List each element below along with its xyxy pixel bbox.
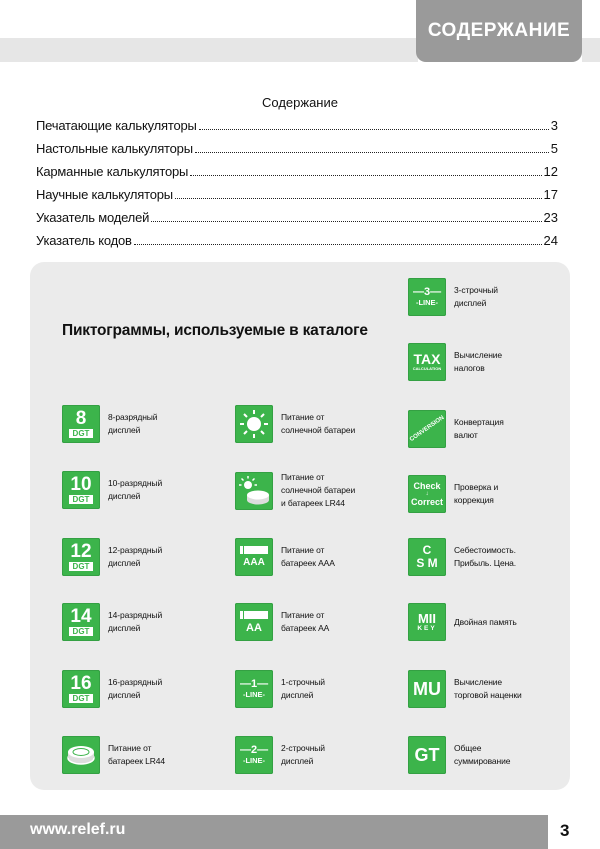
pictogram-desc: Вычисление налогов: [454, 350, 503, 373]
pictogram-desc: Конвертация валют: [454, 417, 504, 440]
lr44-battery-icon: [62, 736, 100, 774]
footer-page-box: [548, 815, 600, 849]
mu-icon: MU: [408, 670, 446, 708]
toc-entry-label: Настольные калькуляторы: [36, 141, 193, 156]
pictogram-lr44: [62, 736, 165, 774]
toc-entry[interactable]: [36, 164, 558, 187]
pictogram-2-line: [235, 736, 325, 774]
toc-entry-label: Научные калькуляторы: [36, 187, 173, 202]
solar-lr44-icon: [235, 472, 273, 510]
toc-entry-label: Карманные калькуляторы: [36, 164, 189, 179]
8-dgt-icon: 8 DGT: [62, 405, 100, 443]
pictogram-desc: 10-разрядный дисплей: [108, 478, 163, 501]
pictogram-desc: Питание от батареек AA: [281, 610, 330, 633]
page-number: 3: [560, 821, 570, 840]
12-dgt-icon: 12 DGT: [62, 538, 100, 576]
pictogram-14-dgt: [62, 603, 162, 641]
gt-icon: GT: [408, 736, 446, 774]
10-dgt-icon: 10 DGT: [62, 471, 100, 509]
solar-icon: [235, 405, 273, 443]
toc-entry-page: 12: [543, 164, 558, 179]
pictogram-aa: [235, 603, 329, 641]
pictogram-desc: Общее суммирование: [454, 743, 511, 766]
pictogram-desc: 3-строчный дисплей: [454, 285, 498, 308]
toc-leader: [134, 243, 542, 245]
toc-leader: [175, 197, 542, 199]
pictogram-desc: 12-разрядный дисплей: [108, 545, 163, 568]
pictogram-solar-lr44: [235, 471, 355, 510]
pictogram-conversion: [408, 410, 504, 448]
pictogram-double-memory: [408, 603, 517, 641]
pictogram-8-dgt: [62, 405, 157, 443]
pictogram-desc: 14-разрядный дисплей: [108, 610, 163, 633]
toc-entry[interactable]: [36, 141, 558, 164]
pictogram-panel: [30, 262, 570, 790]
pictogram-desc: Проверка и коррекция: [454, 482, 499, 505]
pictogram-desc: Вычисление торговой наценки: [454, 677, 522, 700]
toc-leader: [195, 151, 549, 153]
toc-entry-label: Указатель кодов: [36, 233, 132, 248]
m2-key-icon: MII KEY: [408, 603, 446, 641]
pictogram-12-dgt: [62, 538, 162, 576]
toc-entry[interactable]: [36, 187, 558, 210]
pictogram-desc: Питание от солнечной батареи: [281, 412, 356, 435]
toc-leader: [151, 220, 541, 222]
toc-entry[interactable]: [36, 210, 558, 233]
header-title: СОДЕРЖАНИЕ: [427, 20, 571, 41]
14-dgt-icon: 14 DGT: [62, 603, 100, 641]
pictogram-desc: Двойная память: [454, 616, 517, 627]
header-tab: [416, 0, 582, 62]
toc-title: Содержание: [262, 95, 338, 110]
check-correct-icon: Check ↓ Correct: [408, 475, 446, 513]
toc-entry-page: 5: [550, 141, 558, 156]
aaa-battery-icon: AAA: [235, 538, 273, 576]
pictogram-check-correct: [408, 475, 498, 513]
pictogram-panel-title: Пиктограммы, используемые в каталоге: [62, 322, 368, 339]
pictogram-desc: Себестоимость. Прибыль. Цена.: [454, 545, 517, 568]
toc-list: [36, 118, 558, 256]
pictogram-solar: [235, 405, 355, 443]
toc-entry-page: 17: [543, 187, 558, 202]
pictogram-16-dgt: [62, 670, 162, 708]
pictogram-3-line: [408, 278, 498, 316]
aa-battery-icon: AA: [235, 603, 273, 641]
header-band: [0, 38, 418, 62]
toc-leader: [190, 174, 541, 176]
2-line-icon: —2— -LINE-: [235, 736, 273, 774]
pictogram-desc: 2-строчный дисплей: [281, 743, 325, 766]
pictogram-aaa: [235, 538, 335, 576]
toc-entry-label: Указатель моделей: [36, 210, 150, 225]
toc-leader: [199, 128, 549, 130]
pictogram-desc: Питание от батареек LR44: [108, 743, 166, 766]
pictogram-markup: [408, 670, 522, 708]
toc-entry-page: 3: [550, 118, 558, 133]
pictogram-grand-total: [408, 736, 510, 774]
footer-site-link[interactable]: www.relef.ru: [30, 821, 126, 838]
toc-entry-page: 24: [543, 233, 558, 248]
pictogram-cost-profit-price: [408, 538, 516, 576]
toc-entry[interactable]: [36, 118, 558, 141]
pictogram-desc: 1-строчный дисплей: [281, 677, 325, 700]
header-band-right: [582, 38, 600, 62]
pictogram-10-dgt: [62, 471, 162, 509]
toc-entry-label: Печатающие калькуляторы: [36, 118, 197, 133]
16-dgt-icon: 16 DGT: [62, 670, 100, 708]
toc-entry-page: 23: [543, 210, 558, 225]
1-line-icon: —1— -LINE-: [235, 670, 273, 708]
c-s-m-icon: C S M: [408, 538, 446, 576]
tax-icon: TAX CALCULATION: [408, 343, 446, 381]
toc-entry[interactable]: [36, 233, 558, 256]
pictogram-desc: Питание от батареек AAA: [281, 545, 335, 568]
pictogram-desc: 8-разрядный дисплей: [108, 412, 158, 435]
pictogram-desc: Питание от солнечной батареи и батареек LR44: [281, 472, 356, 508]
3-line-icon: —3— -LINE-: [408, 278, 446, 316]
pictogram-1-line: [235, 670, 325, 708]
conversion-icon: CONVERSION: [408, 410, 446, 448]
pictogram-desc: 16-разрядный дисплей: [108, 677, 163, 700]
footer-bar: [0, 815, 600, 849]
pictogram-tax: [408, 343, 502, 381]
